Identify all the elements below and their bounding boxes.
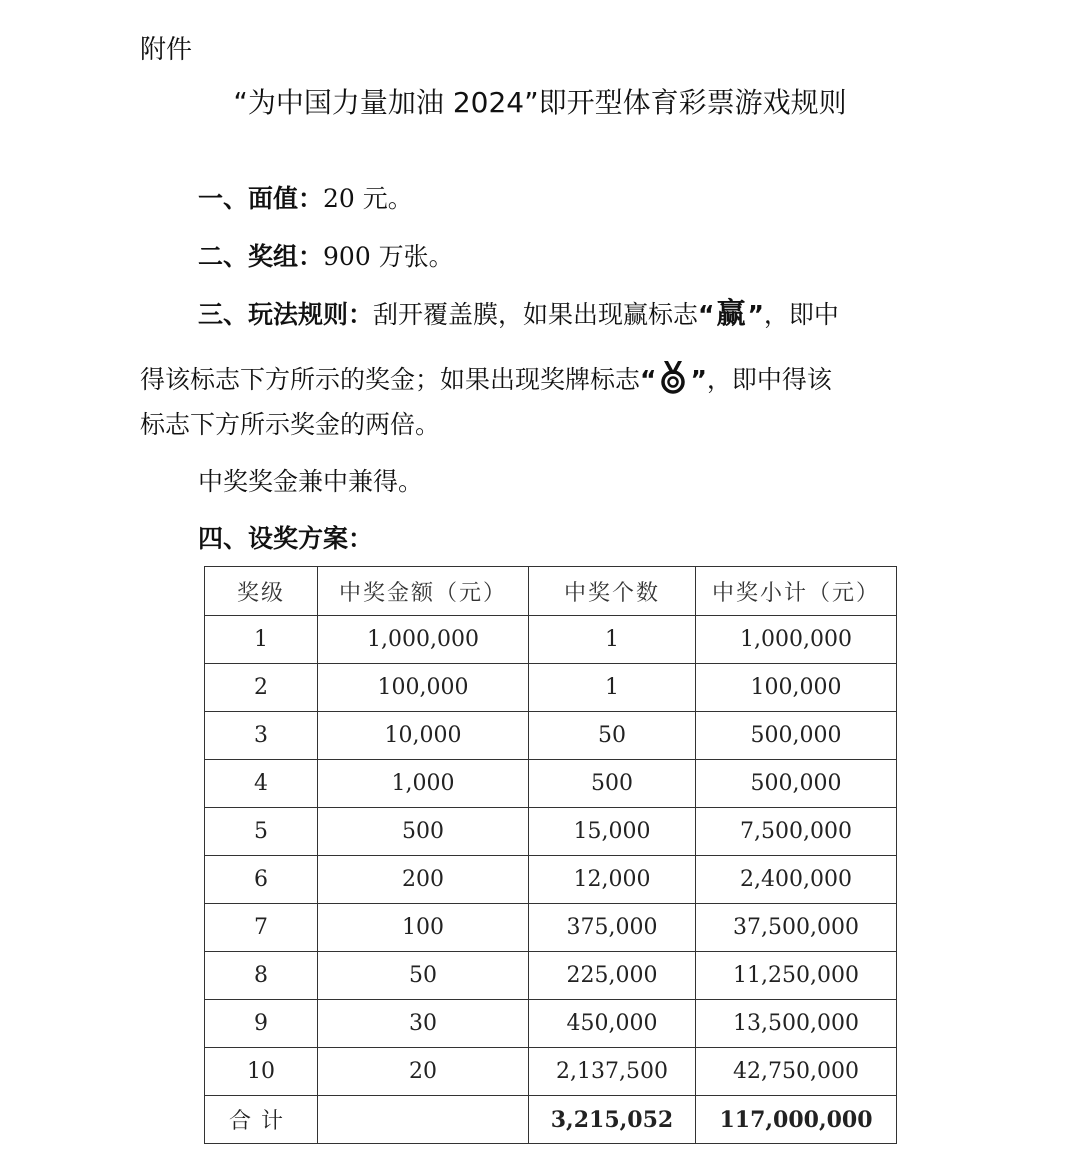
table-total-row <box>205 1096 897 1144</box>
total-label: 合计 <box>205 1096 318 1144</box>
cell-subtotal: 11,250,000 <box>696 952 897 1000</box>
header-level: 奖级 <box>205 567 318 616</box>
table-row <box>205 808 897 856</box>
scheme-heading <box>198 522 373 556</box>
table-row <box>205 952 897 1000</box>
cell-level: 7 <box>205 904 318 952</box>
section-heading: 二、奖组： <box>198 242 324 271</box>
win-symbol: 赢 <box>716 296 746 330</box>
section-rules-line-1 <box>198 296 839 332</box>
open-quote: “ <box>698 300 715 329</box>
section-heading: 四、设奖方案： <box>198 524 374 553</box>
cell-level: 6 <box>205 856 318 904</box>
cell-amount: 500 <box>318 808 529 856</box>
rules-text: ，即中 <box>763 300 839 329</box>
header-subtotal: 中奖小计（元） <box>696 567 897 616</box>
table-row <box>205 616 897 664</box>
cell-level: 4 <box>205 760 318 808</box>
cell-level: 10 <box>205 1048 318 1096</box>
rules-text: 得该标志下方所示的奖金；如果出现奖牌标志 <box>140 365 641 394</box>
section-text: 20 元。 <box>323 184 413 213</box>
cell-level: 8 <box>205 952 318 1000</box>
cell-level: 5 <box>205 808 318 856</box>
cell-subtotal: 100,000 <box>696 664 897 712</box>
section-heading: 三、玩法规则： <box>198 300 374 329</box>
table-row <box>205 664 897 712</box>
table-row <box>205 760 897 808</box>
cell-amount: 100 <box>318 904 529 952</box>
section-heading: 一、面值： <box>198 184 324 213</box>
cell-count: 375,000 <box>529 904 696 952</box>
total-count: 3,215,052 <box>529 1096 696 1144</box>
table-row <box>205 712 897 760</box>
cell-subtotal: 42,750,000 <box>696 1048 897 1096</box>
cell-subtotal: 1,000,000 <box>696 616 897 664</box>
cell-subtotal: 7,500,000 <box>696 808 897 856</box>
section-rules-line-2 <box>140 360 832 403</box>
cell-count: 225,000 <box>529 952 696 1000</box>
cell-level: 9 <box>205 1000 318 1048</box>
table-row <box>205 1000 897 1048</box>
cell-amount: 200 <box>318 856 529 904</box>
cell-subtotal: 500,000 <box>696 712 897 760</box>
total-amount <box>318 1096 529 1144</box>
cell-level: 3 <box>205 712 318 760</box>
cell-count: 12,000 <box>529 856 696 904</box>
cell-count: 2,137,500 <box>529 1048 696 1096</box>
cell-level: 2 <box>205 664 318 712</box>
cell-amount: 1,000,000 <box>318 616 529 664</box>
header-amount: 中奖金额（元） <box>318 567 529 616</box>
medal-icon <box>658 360 688 403</box>
section-face-value <box>198 182 413 216</box>
close-quote: ” <box>690 365 707 394</box>
cell-amount: 1,000 <box>318 760 529 808</box>
section-prize-pool <box>198 240 454 274</box>
cell-count: 50 <box>529 712 696 760</box>
cell-amount: 20 <box>318 1048 529 1096</box>
header-count: 中奖个数 <box>529 567 696 616</box>
open-quote: “ <box>640 365 657 394</box>
attachment-label: 附件 <box>140 35 193 65</box>
cell-count: 500 <box>529 760 696 808</box>
table-row <box>205 856 897 904</box>
note-text: 中奖奖金兼中兼得。 <box>198 467 424 496</box>
cell-count: 1 <box>529 664 696 712</box>
table-header-row <box>205 567 897 616</box>
document-title: “为中国力量加油 2024”即开型体育彩票游戏规则 <box>233 86 847 119</box>
cell-subtotal: 500,000 <box>696 760 897 808</box>
rules-text: 标志下方所示奖金的两倍。 <box>140 410 441 439</box>
table-row <box>205 1048 897 1096</box>
cell-count: 450,000 <box>529 1000 696 1048</box>
cell-level: 1 <box>205 616 318 664</box>
rules-text: 刮开覆盖膜，如果出现赢标志 <box>373 300 699 329</box>
section-text: 900 万张。 <box>323 242 454 271</box>
cell-amount: 100,000 <box>318 664 529 712</box>
cell-amount: 50 <box>318 952 529 1000</box>
cell-subtotal: 2,400,000 <box>696 856 897 904</box>
cell-count: 1 <box>529 616 696 664</box>
cell-subtotal: 37,500,000 <box>696 904 897 952</box>
cell-subtotal: 13,500,000 <box>696 1000 897 1048</box>
cell-amount: 30 <box>318 1000 529 1048</box>
section-rules-line-3 <box>140 408 440 442</box>
cell-amount: 10,000 <box>318 712 529 760</box>
close-quote: ” <box>747 300 764 329</box>
prize-table <box>204 566 897 1144</box>
cell-count: 15,000 <box>529 808 696 856</box>
rules-text: ，即中得该 <box>706 365 832 394</box>
total-subtotal: 117,000,000 <box>696 1096 897 1144</box>
table-row <box>205 904 897 952</box>
